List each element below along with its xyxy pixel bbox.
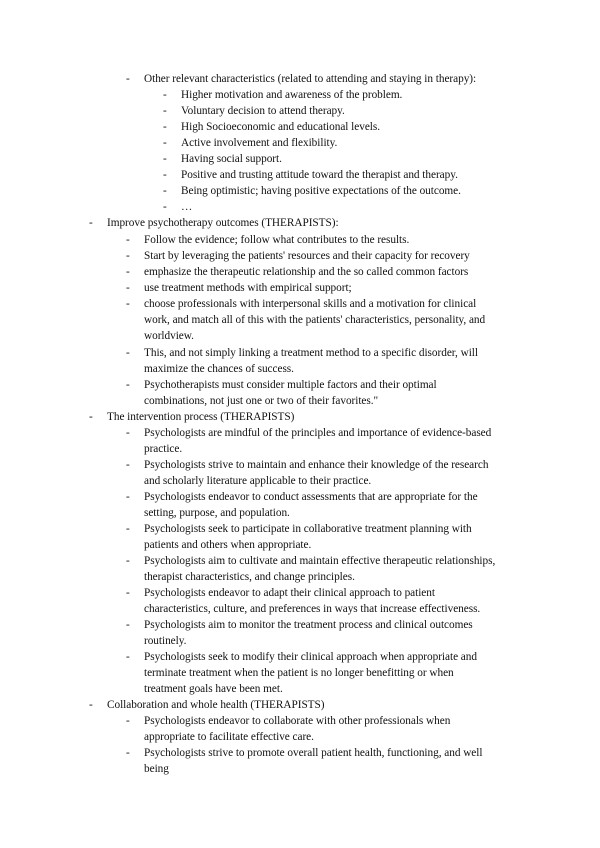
bullet-dash: - [163, 201, 167, 213]
list-item: Psychologists strive to promote overall patient health, functioning, and well [144, 747, 483, 759]
bullet-dash: - [126, 651, 130, 663]
list-item: Psychologists aim to monitor the treatment process and clinical outcomes [144, 619, 473, 631]
list-item: Psychologists endeavor to adapt their clinical approach to patient [144, 587, 435, 599]
bullet-dash: - [163, 185, 167, 197]
list-item: Active involvement and flexibility. [181, 137, 338, 149]
list-item: Psychologists aim to cultivate and maintain effective therapeutic relationships, [144, 555, 496, 567]
bullet-dash: - [89, 411, 93, 423]
bullet-dash: - [126, 298, 130, 310]
list-item: Psychologists seek to participate in collaborative treatment planning with [144, 523, 472, 535]
bullet-dash: - [126, 715, 130, 727]
list-item-continuation: therapist characteristics, and change principles. [144, 571, 355, 583]
bullet-dash: - [126, 266, 130, 278]
list-item-continuation: terminate treatment when the patient is no longer benefitting or when [144, 667, 454, 679]
list-item: Follow the evidence; follow what contributes to the results. [144, 234, 410, 246]
list-item-continuation: patients and others when appropriate. [144, 539, 312, 551]
list-item-continuation: appropriate to facilitate effective care. [144, 731, 314, 743]
bullet-dash: - [126, 427, 130, 439]
list-item: Psychologists are mindful of the principles and importance of evidence-based [144, 427, 492, 439]
bullet-dash: - [126, 491, 130, 503]
list-item: Psychologists seek to modify their clinical approach when appropriate and [144, 651, 477, 663]
bullet-dash: - [126, 587, 130, 599]
section-heading: Improve psychotherapy outcomes (THERAPISTS): [107, 217, 339, 229]
list-item: Psychologists strive to maintain and enhance their knowledge of the research [144, 459, 489, 471]
list-item-continuation: characteristics, culture, and preferences in ways that increase effectiveness. [144, 603, 481, 615]
list-item-continuation: practice. [144, 443, 183, 455]
list-item: emphasize the therapeutic relationship and the so called common factors [144, 266, 469, 278]
list-item-continuation: worldview. [144, 330, 194, 342]
list-item-continuation: combinations, not just one or two of their favorites." [144, 395, 379, 407]
list-item: Being optimistic; having positive expectations of the outcome. [181, 185, 461, 197]
section-heading: Collaboration and whole health (THERAPISTS) [107, 699, 325, 711]
list-item: … [181, 201, 193, 213]
list-item: Psychologists endeavor to conduct assessments that are appropriate for the [144, 491, 478, 503]
bullet-dash: - [163, 137, 167, 149]
bullet-dash: - [126, 523, 130, 535]
bullet-dash: - [163, 169, 167, 181]
list-item: Positive and trusting attitude toward the therapist and therapy. [181, 169, 458, 181]
list-item: Higher motivation and awareness of the problem. [181, 89, 403, 101]
bullet-dash: - [126, 282, 130, 294]
bullet-dash: - [126, 73, 130, 85]
list-item: Psychologists endeavor to collaborate with other professionals when [144, 715, 451, 727]
bullet-dash: - [126, 250, 130, 262]
list-item-continuation: being [144, 763, 169, 775]
bullet-dash: - [163, 105, 167, 117]
list-item: This, and not simply linking a treatment method to a specific disorder, will [144, 347, 478, 359]
bullet-dash: - [126, 555, 130, 567]
bullet-dash: - [126, 619, 130, 631]
list-item-continuation: and scholarly literature applicable to their practice. [144, 475, 372, 487]
list-item-continuation: setting, purpose, and population. [144, 507, 290, 519]
list-item-continuation: work, and match all of this with the patients' characteristics, personality, and [144, 314, 486, 326]
section-heading: Other relevant characteristics (related to attending and staying in therapy): [144, 73, 477, 85]
list-item: High Socioeconomic and educational levels. [181, 121, 380, 133]
list-item: Start by leveraging the patients' resources and their capacity for recovery [144, 250, 470, 262]
bullet-dash: - [126, 234, 130, 246]
bullet-dash: - [126, 459, 130, 471]
bullet-dash: - [126, 379, 130, 391]
list-item: Voluntary decision to attend therapy. [181, 105, 345, 117]
bullet-dash: - [89, 217, 93, 229]
list-item-continuation: routinely. [144, 635, 187, 647]
list-item: choose professionals with interpersonal skills and a motivation for clinical [144, 298, 477, 310]
bullet-dash: - [89, 699, 93, 711]
bullet-dash: - [163, 153, 167, 165]
bullet-dash: - [126, 347, 130, 359]
bullet-dash: - [126, 747, 130, 759]
list-item-continuation: treatment goals have been met. [144, 683, 283, 695]
bullet-dash: - [163, 121, 167, 133]
bullet-dash: - [163, 89, 167, 101]
list-item: use treatment methods with empirical support; [144, 282, 352, 294]
list-item: Having social support. [181, 153, 282, 165]
list-item: Psychotherapists must consider multiple factors and their optimal [144, 379, 437, 391]
section-heading: The intervention process (THERAPISTS) [107, 411, 295, 423]
list-item-continuation: maximize the chances of success. [144, 363, 294, 375]
